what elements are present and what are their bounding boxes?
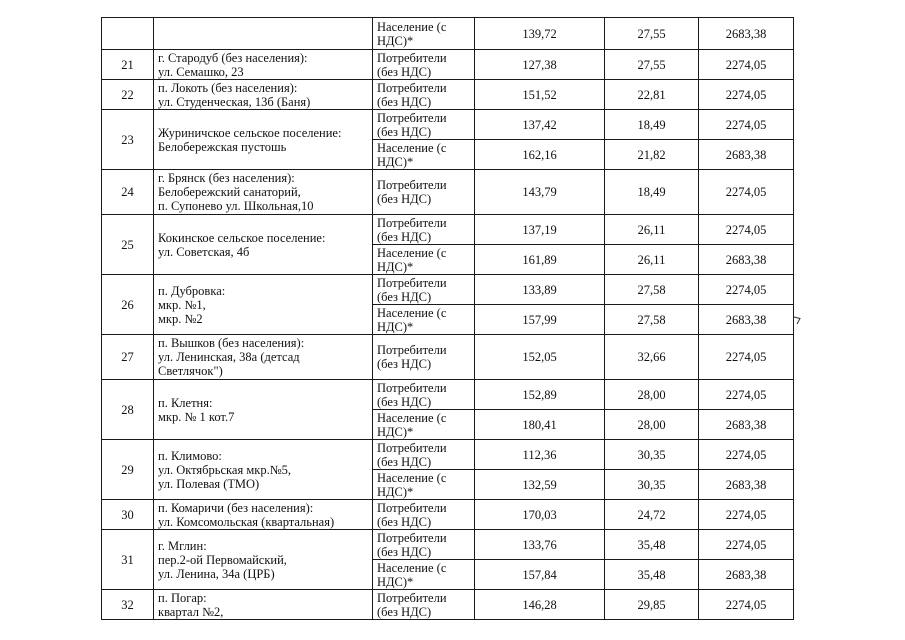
location-cell — [154, 18, 373, 50]
location-cell — [154, 440, 373, 500]
location-cell — [154, 170, 373, 215]
value-cell-v3 — [699, 140, 794, 170]
consumer-line: (без НДС) — [377, 357, 432, 371]
tariff-value: 28,00 — [637, 387, 666, 402]
value-cell-v2 — [605, 18, 699, 50]
tariff-value: 2274,05 — [725, 57, 767, 72]
table-row — [102, 50, 794, 80]
row-number: 29 — [121, 462, 134, 477]
row-number-cell — [102, 170, 154, 215]
tariff-value: 2274,05 — [725, 222, 767, 237]
value-cell-v1 — [475, 170, 605, 215]
value-cell-v1 — [475, 18, 605, 50]
tariff-value: 146,28 — [522, 597, 557, 612]
consumer-line: (без НДС) — [377, 289, 432, 304]
tariff-value: 27,55 — [637, 26, 666, 41]
location-line: ул. Октябрьская мкр.№5, — [158, 462, 291, 477]
consumer-line: (без НДС) — [377, 544, 432, 559]
row-number-cell — [102, 380, 154, 440]
tariff-value: 18,49 — [637, 117, 666, 132]
tariff-value: 2274,05 — [725, 87, 767, 102]
consumer-cell — [373, 335, 475, 380]
value-cell-v2 — [605, 245, 699, 275]
location-line: Светлячок") — [158, 364, 223, 378]
value-cell-v1 — [475, 50, 605, 80]
row-number-cell — [102, 50, 154, 80]
consumer-line: Потребители — [377, 500, 447, 515]
row-number: 32 — [121, 597, 134, 612]
value-cell-v2 — [605, 380, 699, 410]
row-number: 27 — [121, 350, 134, 364]
consumer-line: Потребители — [377, 440, 447, 455]
row-number-cell — [102, 80, 154, 110]
row-number-cell — [102, 500, 154, 530]
location-line: Кокинское сельское поселение: — [158, 230, 326, 245]
value-cell-v2 — [605, 50, 699, 80]
tariff-value: 2274,05 — [725, 282, 767, 297]
value-cell-v3 — [699, 440, 794, 470]
tariff-value: 35,48 — [637, 567, 666, 582]
consumer-cell — [373, 500, 475, 530]
row-number: 28 — [121, 402, 134, 417]
location-line: п. Климово: — [158, 448, 222, 463]
consumer-line: Потребители — [377, 590, 447, 605]
consumer-line: Население (с — [377, 410, 447, 425]
row-number: 22 — [121, 87, 134, 102]
tariff-value: 152,05 — [522, 350, 557, 364]
consumer-line: Потребители — [377, 178, 447, 192]
table-row — [102, 335, 794, 380]
tariff-value: 151,52 — [522, 87, 557, 102]
location-cell — [154, 500, 373, 530]
value-cell-v3 — [699, 275, 794, 305]
consumer-cell — [373, 50, 475, 80]
consumer-line: Потребители — [377, 110, 447, 125]
value-cell-v1 — [475, 410, 605, 440]
tariff-value: 2683,38 — [725, 252, 767, 267]
consumer-line: НДС)* — [377, 259, 414, 274]
consumer-line: Потребители — [377, 275, 447, 290]
tariff-value: 139,72 — [522, 26, 557, 41]
consumer-line: (без НДС) — [377, 192, 432, 206]
value-cell-v1 — [475, 560, 605, 590]
row-number: 23 — [121, 132, 134, 147]
value-cell-v1 — [475, 500, 605, 530]
value-cell-v1 — [475, 590, 605, 620]
value-cell-v3 — [699, 590, 794, 620]
value-cell-v1 — [475, 530, 605, 560]
value-cell-v3 — [699, 245, 794, 275]
consumer-cell — [373, 80, 475, 110]
consumer-cell — [373, 530, 475, 560]
table-row — [102, 380, 794, 410]
consumer-line: (без НДС) — [377, 229, 432, 244]
tariff-value: 2683,38 — [725, 567, 767, 582]
tariff-value: 29,85 — [637, 597, 666, 612]
tariff-value: 127,38 — [522, 57, 557, 72]
location-cell — [154, 80, 373, 110]
location-line: мкр. №2 — [158, 311, 203, 326]
value-cell-v3 — [699, 410, 794, 440]
value-cell-v2 — [605, 530, 699, 560]
value-cell-v3 — [699, 530, 794, 560]
consumer-cell — [373, 215, 475, 245]
location-line: п. Погар: — [158, 590, 207, 605]
tariff-value: 2683,38 — [725, 312, 767, 327]
value-cell-v1 — [475, 335, 605, 380]
location-line: ул. Студенческая, 13б (Баня) — [158, 94, 311, 109]
location-cell — [154, 275, 373, 335]
value-cell-v1 — [475, 110, 605, 140]
value-cell-v2 — [605, 80, 699, 110]
table-row — [102, 500, 794, 530]
consumer-line: Потребители — [377, 50, 447, 65]
tariff-value: 30,35 — [637, 447, 666, 462]
consumer-line: Потребители — [377, 215, 447, 230]
tariff-value: 2274,05 — [725, 507, 767, 522]
tariff-value: 2683,38 — [725, 147, 767, 162]
consumer-line: Потребители — [377, 80, 447, 95]
consumer-line: (без НДС) — [377, 394, 432, 409]
value-cell-v2 — [605, 410, 699, 440]
row-number: 30 — [121, 507, 134, 522]
tariff-value: 2274,05 — [725, 185, 767, 199]
tariff-value: 137,42 — [522, 117, 557, 132]
location-line: ул. Ленина, 34а (ЦРБ) — [158, 566, 275, 581]
tariff-value: 137,19 — [522, 222, 557, 237]
consumer-line: (без НДС) — [377, 514, 432, 529]
table-row — [102, 215, 794, 245]
value-cell-v1 — [475, 215, 605, 245]
value-cell-v2 — [605, 170, 699, 215]
consumer-line: Население (с — [377, 560, 447, 575]
table-row — [102, 18, 794, 50]
tariff-value: 24,72 — [637, 507, 666, 522]
consumer-cell — [373, 590, 475, 620]
value-cell-v2 — [605, 335, 699, 380]
table-row — [102, 80, 794, 110]
tariff-value: 2274,05 — [725, 350, 767, 364]
tariff-table — [101, 17, 794, 620]
value-cell-v3 — [699, 18, 794, 50]
tariff-value: 26,11 — [637, 222, 666, 237]
scan-artifact-mark — [793, 315, 803, 325]
consumer-line: (без НДС) — [377, 64, 432, 79]
consumer-line: Население (с — [377, 245, 447, 260]
value-cell-v2 — [605, 110, 699, 140]
row-number: 24 — [121, 185, 134, 199]
location-line: п. Супонево ул. Школьная,10 — [158, 199, 314, 213]
table-row — [102, 110, 794, 140]
consumer-line: НДС)* — [377, 424, 414, 439]
consumer-cell — [373, 470, 475, 500]
value-cell-v2 — [605, 440, 699, 470]
consumer-cell — [373, 110, 475, 140]
consumer-line: НДС)* — [377, 319, 414, 334]
row-number: 21 — [121, 57, 134, 72]
location-line: ул. Ленинская, 38а (детсад — [158, 350, 300, 364]
consumer-cell — [373, 410, 475, 440]
value-cell-v2 — [605, 275, 699, 305]
tariff-value: 152,89 — [522, 387, 557, 402]
location-line: п. Комаричи (без населения): — [158, 500, 314, 515]
location-cell — [154, 50, 373, 80]
value-cell-v2 — [605, 140, 699, 170]
value-cell-v1 — [475, 275, 605, 305]
tariff-value: 170,03 — [522, 507, 557, 522]
consumer-cell — [373, 245, 475, 275]
tariff-value: 162,16 — [522, 147, 557, 162]
location-cell — [154, 530, 373, 590]
consumer-line: (без НДС) — [377, 454, 432, 469]
consumer-line: (без НДС) — [377, 94, 432, 109]
tariff-value: 157,84 — [522, 567, 557, 582]
consumer-cell — [373, 18, 475, 50]
location-line: ул. Полевая (ТМО) — [158, 476, 260, 491]
tariff-value: 27,55 — [637, 57, 666, 72]
location-line: Белобережский санаторий, — [158, 185, 301, 199]
tariff-value: 157,99 — [522, 312, 557, 327]
location-line: мкр. №1, — [158, 297, 206, 312]
value-cell-v2 — [605, 500, 699, 530]
tariff-value: 27,58 — [637, 312, 666, 327]
value-cell-v1 — [475, 305, 605, 335]
tariff-value: 143,79 — [522, 185, 557, 199]
table-row — [102, 530, 794, 560]
value-cell-v3 — [699, 335, 794, 380]
tariff-value: 35,48 — [637, 537, 666, 552]
row-number-cell — [102, 215, 154, 275]
value-cell-v1 — [475, 140, 605, 170]
tariff-value: 2683,38 — [725, 477, 767, 492]
location-line: Журиничское сельское поселение: — [158, 125, 342, 140]
tariff-value: 28,00 — [637, 417, 666, 432]
value-cell-v1 — [475, 245, 605, 275]
tariff-value: 2274,05 — [725, 537, 767, 552]
value-cell-v3 — [699, 560, 794, 590]
tariff-value: 161,89 — [522, 252, 557, 267]
tariff-value: 30,35 — [637, 477, 666, 492]
tariff-value: 22,81 — [637, 87, 666, 102]
consumer-line: НДС)* — [377, 33, 414, 48]
tariff-value: 2683,38 — [725, 417, 767, 432]
row-number-cell — [102, 335, 154, 380]
location-line: г. Стародуб (без населения): — [158, 50, 308, 65]
row-number-cell — [102, 18, 154, 50]
location-cell — [154, 590, 373, 620]
location-line: п. Дубровка: — [158, 283, 226, 298]
tariff-value: 27,58 — [637, 282, 666, 297]
consumer-line: Население (с — [377, 19, 447, 34]
location-line: п. Локоть (без населения): — [158, 80, 298, 95]
location-line: мкр. № 1 кот.7 — [158, 409, 235, 424]
location-line: ул. Комсомольская (квартальная) — [158, 514, 335, 529]
location-line: ул. Советская, 4б — [158, 244, 250, 259]
tariff-value: 180,41 — [522, 417, 557, 432]
row-number-cell — [102, 590, 154, 620]
value-cell-v3 — [699, 170, 794, 215]
tariff-value: 133,89 — [522, 282, 557, 297]
row-number: 26 — [121, 297, 134, 312]
location-cell — [154, 335, 373, 380]
consumer-cell — [373, 380, 475, 410]
tariff-value: 2274,05 — [725, 387, 767, 402]
location-line: ул. Семашко, 23 — [158, 64, 244, 79]
row-number-cell — [102, 530, 154, 590]
consumer-cell — [373, 305, 475, 335]
location-line: п. Клетня: — [158, 395, 213, 410]
consumer-line: (без НДС) — [377, 604, 432, 619]
row-number-cell — [102, 275, 154, 335]
row-number-cell — [102, 440, 154, 500]
table-row — [102, 275, 794, 305]
consumer-cell — [373, 560, 475, 590]
value-cell-v3 — [699, 470, 794, 500]
location-cell — [154, 215, 373, 275]
row-number: 25 — [121, 237, 134, 252]
value-cell-v3 — [699, 305, 794, 335]
table-row — [102, 170, 794, 215]
consumer-line: Население (с — [377, 305, 447, 320]
value-cell-v1 — [475, 440, 605, 470]
consumer-cell — [373, 140, 475, 170]
location-line: г. Брянск (без населения): — [158, 171, 295, 185]
value-cell-v2 — [605, 560, 699, 590]
value-cell-v1 — [475, 80, 605, 110]
tariff-value: 2683,38 — [725, 26, 767, 41]
value-cell-v3 — [699, 110, 794, 140]
location-line: пер.2-ой Первомайский, — [158, 552, 287, 567]
value-cell-v2 — [605, 305, 699, 335]
value-cell-v3 — [699, 380, 794, 410]
tariff-value: 21,82 — [637, 147, 666, 162]
consumer-cell — [373, 440, 475, 470]
tariff-value: 112,36 — [522, 447, 557, 462]
tariff-value: 26,11 — [637, 252, 666, 267]
value-cell-v2 — [605, 470, 699, 500]
tariff-value: 32,66 — [637, 350, 666, 364]
consumer-line: НДС)* — [377, 574, 414, 589]
tariff-value: 132,59 — [522, 477, 557, 492]
consumer-line: Потребители — [377, 343, 447, 357]
value-cell-v3 — [699, 80, 794, 110]
tariff-table-body — [102, 18, 794, 620]
location-line: г. Мглин: — [158, 538, 207, 553]
consumer-line: НДС)* — [377, 484, 414, 499]
tariff-value: 2274,05 — [725, 117, 767, 132]
value-cell-v3 — [699, 500, 794, 530]
consumer-line: Население (с — [377, 140, 447, 155]
consumer-line: (без НДС) — [377, 124, 432, 139]
consumer-line: Население (с — [377, 470, 447, 485]
location-line: п. Вышков (без населения): — [158, 336, 305, 350]
location-line: квартал №2, — [158, 604, 224, 619]
consumer-line: Потребители — [377, 530, 447, 545]
location-line: Белобережская пустошь — [158, 139, 287, 154]
location-cell — [154, 380, 373, 440]
consumer-cell — [373, 275, 475, 305]
consumer-line: Потребители — [377, 380, 447, 395]
value-cell-v1 — [475, 380, 605, 410]
consumer-cell — [373, 170, 475, 215]
table-row — [102, 590, 794, 620]
value-cell-v2 — [605, 590, 699, 620]
location-cell — [154, 110, 373, 170]
tariff-value: 18,49 — [637, 185, 666, 199]
consumer-line: НДС)* — [377, 154, 414, 169]
value-cell-v3 — [699, 50, 794, 80]
tariff-value: 2274,05 — [725, 447, 767, 462]
tariff-value: 2274,05 — [725, 597, 767, 612]
value-cell-v1 — [475, 470, 605, 500]
row-number: 31 — [121, 552, 134, 567]
value-cell-v2 — [605, 215, 699, 245]
value-cell-v3 — [699, 215, 794, 245]
row-number-cell — [102, 110, 154, 170]
tariff-value: 133,76 — [522, 537, 557, 552]
table-row — [102, 440, 794, 470]
